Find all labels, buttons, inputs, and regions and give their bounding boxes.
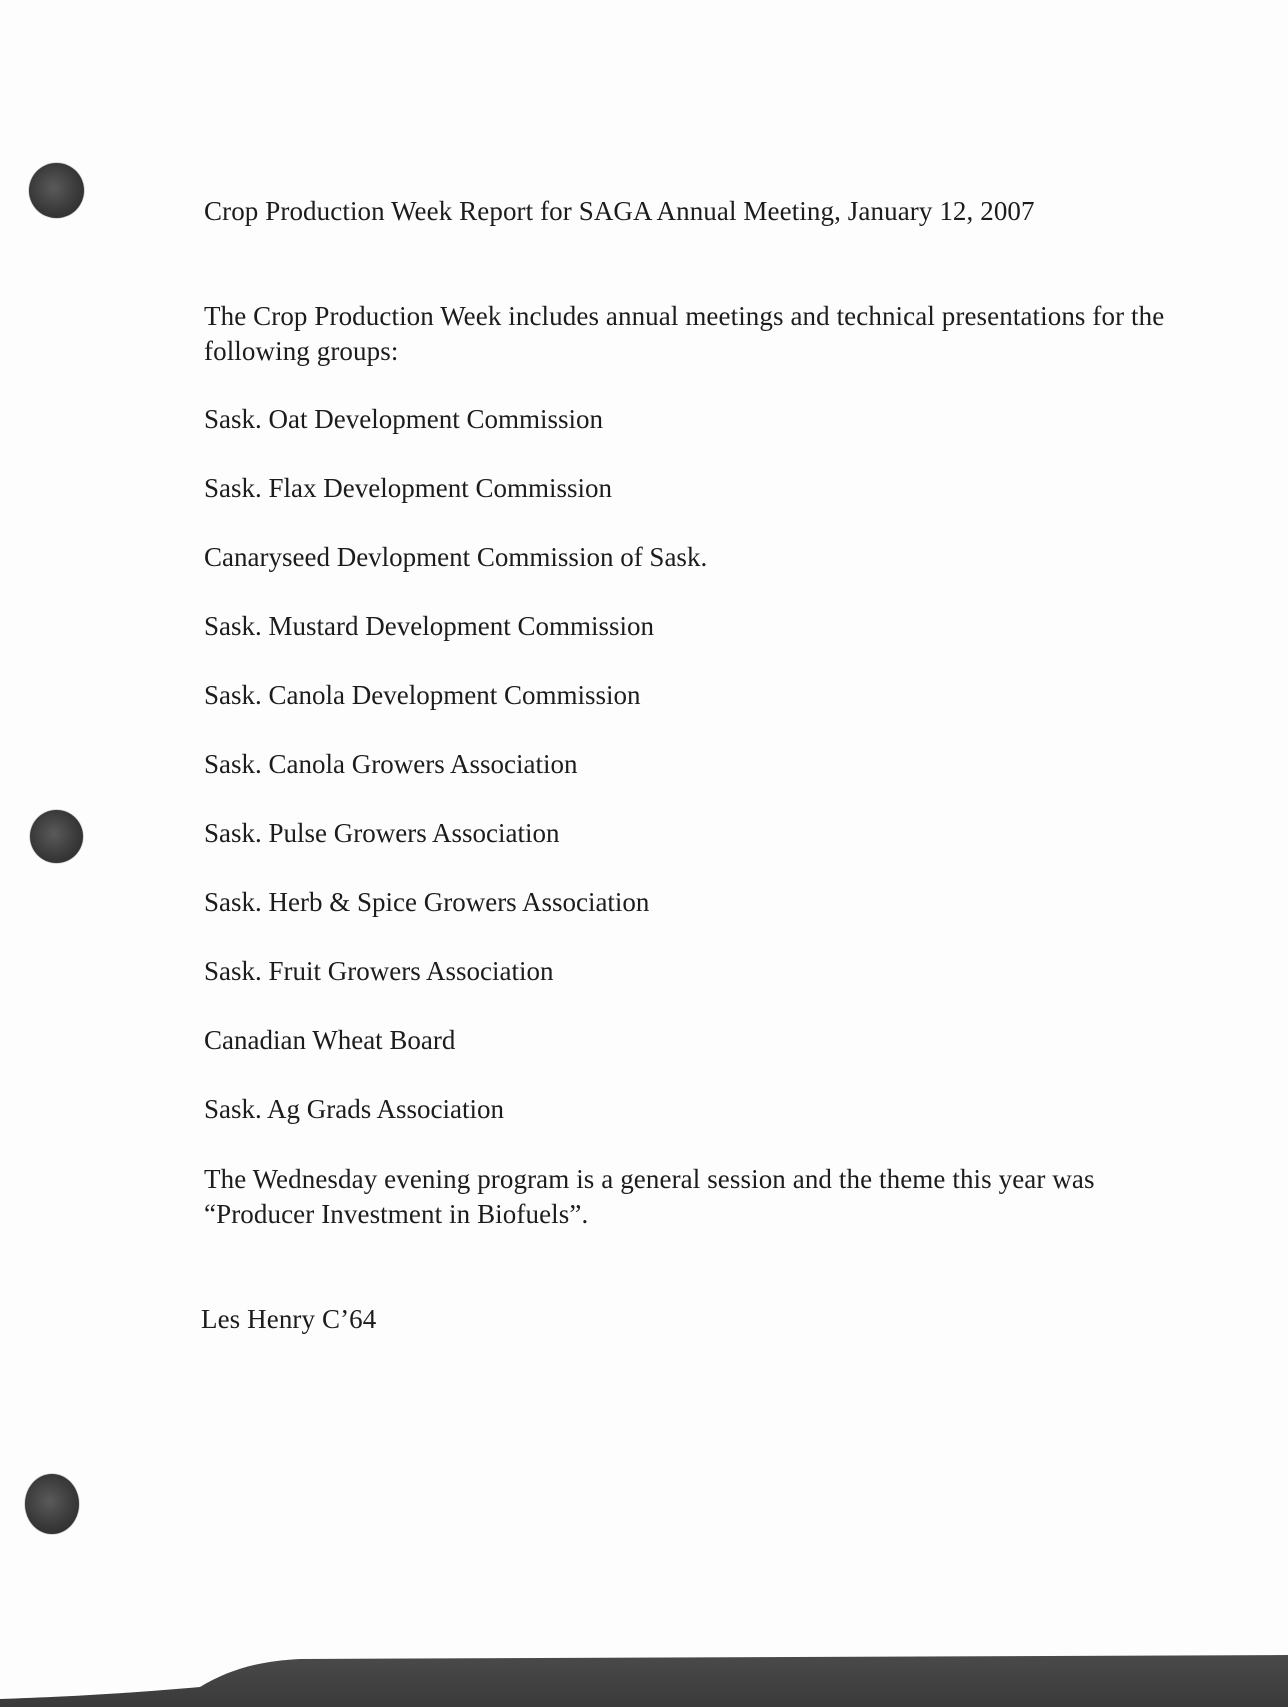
group-item: Sask. Canola Growers Association xyxy=(204,749,578,779)
group-item: Sask. Fruit Growers Association xyxy=(204,956,554,986)
intro-paragraph-line-2: following groups: xyxy=(204,336,399,366)
document-heading: Crop Production Week Report for SAGA Annual Meeting, January 12, 2007 xyxy=(204,196,1035,226)
group-item: Sask. Herb & Spice Growers Association xyxy=(204,887,650,917)
group-item: Sask. Oat Development Commission xyxy=(204,404,603,434)
punch-hole-top xyxy=(29,163,84,218)
group-item: Sask. Canola Development Commission xyxy=(204,680,641,710)
scan-bottom-shadow xyxy=(0,1647,1288,1707)
wednesday-paragraph-line-2: “Producer Investment in Biofuels”. xyxy=(204,1199,589,1229)
group-item: Sask. Flax Development Commission xyxy=(204,473,612,503)
group-item: Canadian Wheat Board xyxy=(204,1025,456,1055)
punch-hole-middle xyxy=(30,810,83,863)
punch-hole-bottom xyxy=(25,1474,79,1534)
author-signature: Les Henry C’64 xyxy=(201,1304,377,1334)
group-list xyxy=(204,402,707,1161)
intro-paragraph-line-1: The Crop Production Week includes annual meetings and technical presentations for the xyxy=(204,301,1165,331)
group-item: Sask. Pulse Growers Association xyxy=(204,818,560,848)
group-item: Sask. Ag Grads Association xyxy=(204,1094,504,1124)
group-item: Sask. Mustard Development Commission xyxy=(204,611,654,641)
wednesday-paragraph-line-1: The Wednesday evening program is a general session and the theme this year was xyxy=(204,1164,1095,1194)
group-item: Canaryseed Devlopment Commission of Sask. xyxy=(204,542,708,572)
